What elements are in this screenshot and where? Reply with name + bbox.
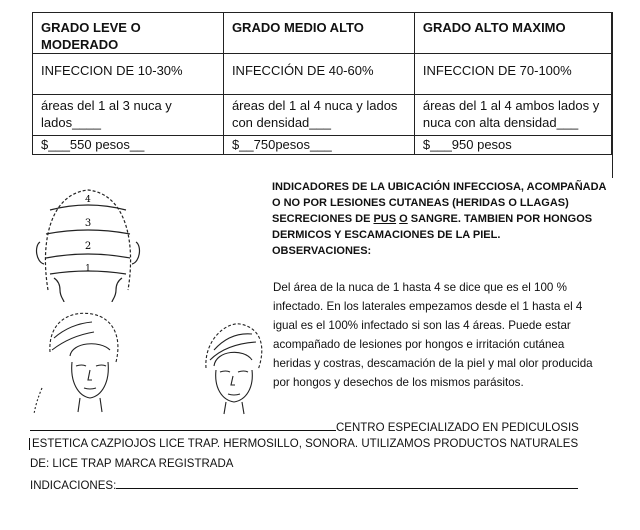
price-cell: $___950 pesos	[414, 136, 611, 155]
table-row	[33, 136, 612, 155]
header-cell: GRADO ALTO MAXIMO	[414, 13, 611, 54]
zone-label: 3	[84, 218, 92, 229]
indicators-heading	[272, 179, 608, 259]
footer-line-4	[30, 478, 578, 492]
areas-cell: áreas del 1 al 4 nuca y lados con densidad___	[223, 95, 414, 136]
observations-paragraph: Del área de la nuca de 1 hasta 4 se dice que es el 100 % infectado. En los laterales empezamos desde el 1 hasta el 4 igual es el 100% infectado si son las 4 áreas. Puede estar acompañado de lesiones por hongos e irritación cutánea heridas y costras, descamación de la piel y mal olor producida por hongos y desechos de los mismos parásitos.	[273, 281, 593, 389]
infection-cell: INFECCION DE 70-100%	[414, 54, 611, 95]
heading-text-2: SANGRE. TAMBIEN POR HONGOS DERMICOS Y ESCAMACIONES DE LA PIEL.	[272, 213, 593, 241]
infection-cell: INFECCIÓN DE 40-60%	[223, 54, 414, 95]
table-header-row	[33, 13, 612, 54]
head-zones-illustration	[30, 182, 270, 416]
table-row	[33, 54, 612, 95]
zone-label: 4	[85, 195, 91, 205]
indications-label: INDICACIONES:	[30, 480, 117, 492]
observations-label: OBSERVACIONES:	[272, 245, 372, 257]
center-name: CENTRO ESPECIALIZADO EN PEDICULOSIS	[336, 422, 579, 434]
table-row	[33, 95, 612, 136]
side-head-right-drawing	[206, 324, 262, 414]
side-head-left-drawing	[34, 313, 118, 414]
heading-pus: PUS	[373, 213, 397, 225]
areas-cell: áreas del 1 al 3 nuca y lados____	[33, 95, 224, 136]
infection-cell: INFECCION DE 10-30%	[33, 54, 224, 95]
heading-o: O	[399, 213, 408, 225]
footer-line-1	[30, 420, 579, 434]
head-diagram-svg	[30, 182, 270, 416]
footer-line-3: DE: LICE TRAP MARCA REGISTRADA	[30, 458, 234, 470]
price-cell: $___550 pesos__	[33, 136, 224, 155]
areas-cell: áreas del 1 al 4 ambos lados y nuca con alta densidad___	[414, 95, 611, 136]
price-cell: $__750pesos___	[223, 136, 414, 155]
zone-label: 1	[85, 264, 91, 274]
pricing-table	[32, 12, 612, 155]
heading-text: INDICADORES DE LA UBICACIÓN INFECCIOSA, ACOMPAÑADA O NO POR LESIONES CUTANEAS (HERIDAS O LLAGAS) SECRECIONES DE	[272, 181, 607, 225]
header-cell: GRADO MEDIO ALTO	[223, 13, 414, 54]
zone-label: 2	[84, 241, 92, 252]
header-cell: GRADO LEVE O MODERADO	[33, 13, 224, 54]
blank-line	[30, 420, 336, 431]
footer-line-2: ESTETICA CAZPIOJOS LICE TRAP. HERMOSILLO, SONORA. UTILIZAMOS PRODUCTOS NATURALES	[29, 438, 578, 450]
indications-blank-line[interactable]	[116, 478, 578, 489]
table-outer-border	[612, 12, 613, 178]
